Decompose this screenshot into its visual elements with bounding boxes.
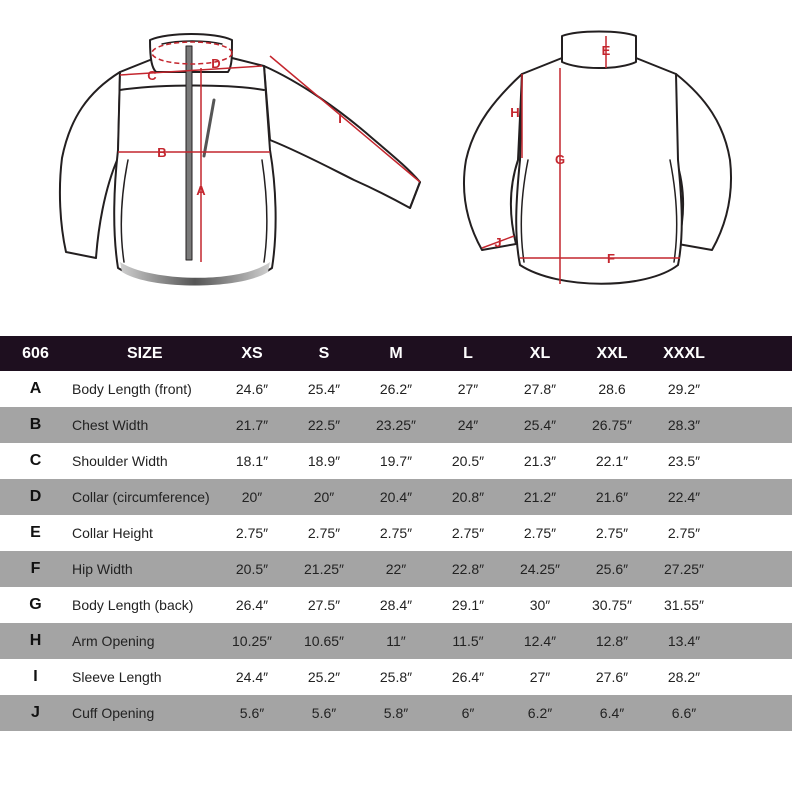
table-row bbox=[0, 551, 792, 587]
table-header-row bbox=[0, 336, 792, 371]
header-size-xs: XS bbox=[241, 344, 263, 362]
row-label: Collar (circumference) bbox=[72, 489, 210, 505]
row-value: 21.7″ bbox=[235, 417, 269, 433]
label-j: J bbox=[494, 235, 502, 250]
row-code: J bbox=[31, 704, 40, 721]
row-value: 13.4″ bbox=[667, 633, 701, 649]
table-row bbox=[0, 479, 792, 515]
row-value: 21.6″ bbox=[595, 489, 629, 505]
back-body bbox=[516, 58, 682, 284]
row-value: 6.2″ bbox=[527, 705, 553, 721]
row-value: 26.4″ bbox=[451, 669, 485, 685]
row-code: E bbox=[30, 524, 41, 541]
row-value: 10.65″ bbox=[304, 633, 344, 649]
row-value: 6.4″ bbox=[599, 705, 625, 721]
table-row bbox=[0, 659, 792, 695]
table-row bbox=[0, 623, 792, 659]
row-value: 19.7″ bbox=[379, 453, 413, 469]
row-value: 10.25″ bbox=[232, 633, 272, 649]
label-e: E bbox=[601, 43, 611, 58]
row-code: C bbox=[29, 452, 42, 469]
jacket-measurement-diagram bbox=[0, 0, 792, 330]
row-value: 20.4″ bbox=[379, 489, 413, 505]
row-label: Collar Height bbox=[72, 525, 153, 541]
row-value: 20.5″ bbox=[451, 453, 485, 469]
front-left-sleeve bbox=[60, 72, 120, 258]
header-size-m: M bbox=[389, 344, 403, 362]
row-value: 24.4″ bbox=[235, 669, 269, 685]
row-value: 27.8″ bbox=[523, 381, 557, 397]
row-value: 23.5″ bbox=[667, 453, 701, 469]
label-g: G bbox=[554, 152, 566, 167]
row-value: 2.75″ bbox=[451, 525, 485, 541]
row-value: 26.2″ bbox=[379, 381, 413, 397]
row-value: 22.1″ bbox=[595, 453, 629, 469]
front-body bbox=[114, 58, 275, 284]
label-i: I bbox=[338, 111, 342, 126]
row-value: 5.6″ bbox=[311, 705, 337, 721]
row-value: 6.6″ bbox=[671, 705, 697, 721]
row-spacer bbox=[720, 587, 792, 623]
row-spacer bbox=[720, 659, 792, 695]
row-value: 5.8″ bbox=[383, 705, 409, 721]
header-spacer bbox=[720, 336, 792, 371]
header-size-xxxl: XXXL bbox=[663, 344, 705, 362]
row-code: D bbox=[29, 488, 42, 505]
header-size-xxl: XXL bbox=[596, 344, 628, 362]
back-collar bbox=[562, 32, 636, 69]
row-value: 22.8″ bbox=[451, 561, 485, 577]
row-value: 24.25″ bbox=[520, 561, 560, 577]
row-value: 20.5″ bbox=[235, 561, 269, 577]
header-model-code: 606 bbox=[22, 344, 49, 362]
back-right-sleeve bbox=[676, 74, 731, 250]
row-value: 2.75″ bbox=[235, 525, 269, 541]
table-row bbox=[0, 407, 792, 443]
row-value: 11″ bbox=[386, 633, 406, 649]
row-value: 20.8″ bbox=[451, 489, 485, 505]
row-spacer bbox=[720, 623, 792, 659]
row-value: 28.2″ bbox=[667, 669, 701, 685]
label-b: B bbox=[157, 145, 167, 160]
row-value: 21.25″ bbox=[304, 561, 344, 577]
row-value: 11.5″ bbox=[452, 633, 484, 649]
table-row bbox=[0, 443, 792, 479]
row-value: 18.9″ bbox=[307, 453, 341, 469]
row-value: 31.55″ bbox=[664, 597, 704, 613]
row-value: 23.25″ bbox=[376, 417, 416, 433]
row-value: 25.6″ bbox=[595, 561, 629, 577]
row-value: 25.8″ bbox=[379, 669, 413, 685]
row-value: 27.6″ bbox=[595, 669, 629, 685]
row-value: 20″ bbox=[313, 489, 335, 505]
row-value: 21.2″ bbox=[523, 489, 557, 505]
row-value: 5.6″ bbox=[239, 705, 265, 721]
row-code: I bbox=[33, 668, 38, 685]
row-value: 26.4″ bbox=[235, 597, 269, 613]
row-label: Chest Width bbox=[72, 417, 149, 433]
row-value: 22″ bbox=[385, 561, 407, 577]
row-value: 29.2″ bbox=[667, 381, 701, 397]
row-value: 22.4″ bbox=[667, 489, 701, 505]
row-value: 26.75″ bbox=[592, 417, 632, 433]
header-size-l: L bbox=[463, 344, 473, 362]
row-value: 27.25″ bbox=[664, 561, 704, 577]
header-size: SIZE bbox=[127, 344, 163, 362]
row-code: B bbox=[29, 416, 42, 433]
row-value: 27.5″ bbox=[307, 597, 341, 613]
row-value: 12.8″ bbox=[595, 633, 629, 649]
row-code: F bbox=[30, 560, 41, 577]
header-size-s: S bbox=[318, 344, 330, 362]
label-f: F bbox=[607, 251, 615, 266]
row-spacer bbox=[720, 371, 792, 407]
row-value: 2.75″ bbox=[379, 525, 413, 541]
row-label: Arm Opening bbox=[72, 633, 155, 649]
row-value: 18.1″ bbox=[235, 453, 269, 469]
table-row bbox=[0, 371, 792, 407]
row-label: Hip Width bbox=[72, 561, 133, 577]
row-value: 2.75″ bbox=[523, 525, 557, 541]
size-chart-table bbox=[0, 336, 792, 731]
row-value: 6″ bbox=[461, 705, 475, 721]
row-value: 28.4″ bbox=[379, 597, 413, 613]
row-spacer bbox=[720, 443, 792, 479]
row-value: 21.3″ bbox=[523, 453, 557, 469]
row-code: H bbox=[29, 632, 42, 649]
table-row bbox=[0, 695, 792, 731]
jacket-front-view bbox=[60, 34, 420, 286]
row-value: 2.75″ bbox=[307, 525, 341, 541]
row-value: 2.75″ bbox=[595, 525, 629, 541]
row-value: 27″ bbox=[529, 669, 551, 685]
row-value: 30″ bbox=[529, 597, 551, 613]
row-value: 25.4″ bbox=[307, 381, 341, 397]
label-c: C bbox=[147, 68, 157, 83]
row-value: 22.5″ bbox=[307, 417, 341, 433]
jacket-back-view bbox=[464, 32, 731, 284]
row-code: A bbox=[29, 380, 42, 397]
row-value: 2.75″ bbox=[667, 525, 701, 541]
label-h: H bbox=[510, 105, 520, 120]
table-row bbox=[0, 515, 792, 551]
row-spacer bbox=[720, 515, 792, 551]
row-value: 29.1″ bbox=[451, 597, 485, 613]
front-right-sleeve bbox=[264, 66, 420, 208]
row-label: Body Length (back) bbox=[72, 597, 194, 613]
header-size-xl: XL bbox=[529, 344, 551, 362]
row-value: 20″ bbox=[241, 489, 263, 505]
row-spacer bbox=[720, 695, 792, 731]
row-value: 25.4″ bbox=[523, 417, 557, 433]
row-value: 30.75″ bbox=[592, 597, 632, 613]
row-value: 28.3″ bbox=[667, 417, 701, 433]
row-spacer bbox=[720, 479, 792, 515]
row-label: Cuff Opening bbox=[72, 705, 155, 721]
row-label: Body Length (front) bbox=[72, 381, 192, 397]
front-zipper bbox=[186, 46, 192, 260]
row-value: 24″ bbox=[457, 417, 479, 433]
back-left-sleeve bbox=[464, 74, 522, 250]
label-d: D bbox=[211, 56, 221, 71]
row-value: 25.2″ bbox=[307, 669, 341, 685]
row-label: Sleeve Length bbox=[72, 669, 162, 685]
row-spacer bbox=[720, 407, 792, 443]
row-value: 27″ bbox=[457, 381, 479, 397]
label-a: A bbox=[196, 183, 206, 198]
row-value: 12.4″ bbox=[523, 633, 557, 649]
row-spacer bbox=[720, 551, 792, 587]
row-label: Shoulder Width bbox=[72, 453, 168, 469]
table-row bbox=[0, 587, 792, 623]
row-value: 24.6″ bbox=[235, 381, 269, 397]
row-code: G bbox=[29, 596, 42, 613]
row-value: 28.6 bbox=[598, 381, 626, 397]
